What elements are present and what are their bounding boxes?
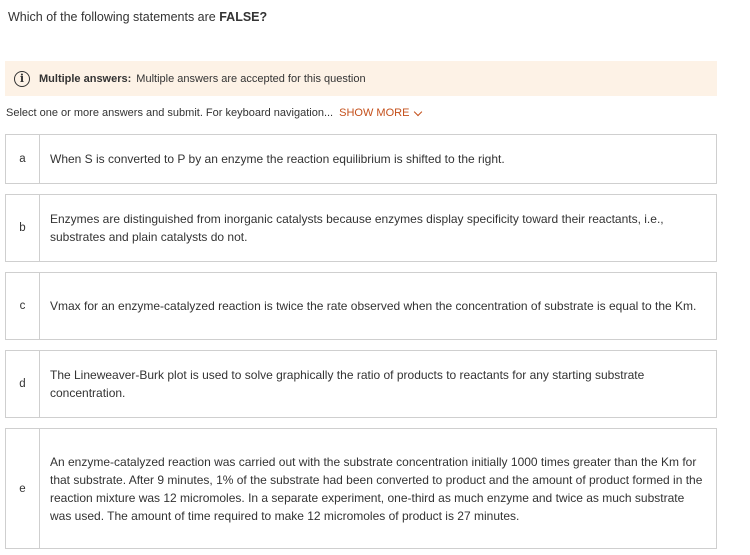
- question-text: [8, 10, 267, 24]
- answer-option-b[interactable]: [5, 194, 717, 262]
- option-text: Enzymes are distinguished from inorganic catalysts because enzymes display specificity toward their reactants, i.e., substrates and plain catalysts do not.: [39, 195, 716, 261]
- show-more-label: SHOW MORE: [339, 107, 410, 119]
- answer-option-e[interactable]: [5, 428, 717, 549]
- instructions-text: Select one or more answers and submit. For keyboard navigation...: [6, 107, 334, 119]
- answer-option-c[interactable]: [5, 272, 717, 340]
- option-letter: a: [19, 153, 26, 165]
- banner-text: Multiple answers are accepted for this question: [136, 72, 366, 85]
- option-letter: d: [19, 378, 26, 390]
- option-text: When S is converted to P by an enzyme the reaction equilibrium is shifted to the right.: [39, 135, 716, 183]
- info-icon: i: [14, 71, 30, 87]
- option-text: Vmax for an enzyme-catalyzed reaction is twice the rate observed when the concentration of substrate is equal to the Km.: [39, 273, 716, 339]
- show-more-link[interactable]: [339, 107, 421, 119]
- option-text: An enzyme-catalyzed reaction was carried out with the substrate concentration initially 1000 times greater than the Km for that substrate. After 9 minutes, 1% of the substrate had been converted to product and the amount of product formed in the reaction mixture was 12 micromoles. In a separate experiment, one-third as much enzyme and twice as much substrate was used. The amount of time required to make 12 micromoles of product is 27 minutes.: [39, 429, 716, 548]
- instructions: [6, 107, 421, 119]
- option-letter: e: [19, 482, 26, 495]
- option-letter: c: [19, 300, 26, 312]
- option-letter: b: [19, 222, 26, 234]
- question-emphasis: FALSE?: [219, 10, 268, 24]
- multiple-answers-banner: [5, 61, 717, 96]
- answer-option-a[interactable]: [5, 134, 717, 184]
- banner-label: Multiple answers:: [39, 72, 132, 85]
- question-prefix: Which of the following statements are: [8, 10, 220, 24]
- option-text: The Lineweaver-Burk plot is used to solve graphically the ratio of products to reactants for any starting substrate concentration.: [39, 351, 716, 417]
- chevron-down-icon: [414, 107, 422, 115]
- answer-option-d[interactable]: [5, 350, 717, 418]
